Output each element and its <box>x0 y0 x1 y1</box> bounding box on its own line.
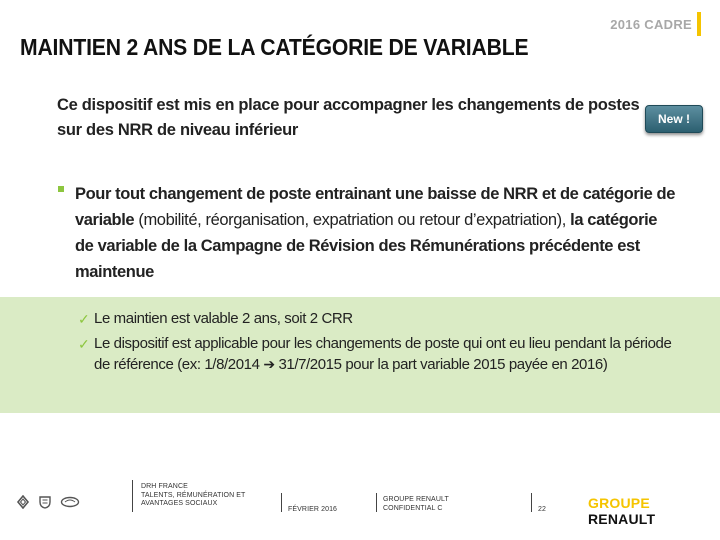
square-bullet-icon <box>58 186 64 192</box>
footer-date: FÉVRIER 2016 <box>288 506 338 513</box>
main-bullet <box>58 181 678 285</box>
footer-separator <box>376 493 377 512</box>
footer-company: GROUPE RENAULT <box>383 496 449 503</box>
footer-separator <box>531 493 532 512</box>
right-arrow-icon: ➔ <box>263 356 275 372</box>
bullet-regular-part: (mobilité, réorganisation, expatriation ou retour d’expatriation), <box>134 211 571 229</box>
check-item-2 <box>78 334 688 376</box>
footer-department-line2: TALENTS, RÉMUNÉRATION ET <box>141 491 246 499</box>
footer-department <box>141 483 245 509</box>
check-list <box>78 309 688 380</box>
slide-title: MAINTIEN 2 ANS DE LA CATÉGORIE DE VARIABLE <box>20 34 529 60</box>
dacia-shield-icon <box>38 495 52 509</box>
check-item-1 <box>78 309 688 330</box>
brand-renault: RENAULT <box>588 511 656 527</box>
footer-department-line1: DRH FRANCE <box>141 483 188 490</box>
footer-separator <box>281 493 282 512</box>
check-item-1-text: Le maintien est valable 2 ans, soit 2 CRR <box>94 310 353 327</box>
checkmark-icon: ✓ <box>78 311 90 327</box>
checkmark-icon: ✓ <box>78 335 90 352</box>
check-item-2-text-after: 31/7/2015 pour la part variable 2015 payée en 2016) <box>274 356 608 373</box>
page-number: 22 <box>538 506 546 513</box>
check-item-2-text-before: Le dispositif est applicable pour les changements de poste qui ont eu lieu pendant la période de référence (ex: 1/8/2014 <box>94 334 672 373</box>
footer-classification: CONFIDENTIAL C <box>383 504 443 512</box>
footer-confidentiality <box>383 496 449 513</box>
main-bullet-text <box>75 181 678 285</box>
slide-tag: 2016 CADRE <box>610 17 692 32</box>
footer-separator <box>132 480 133 512</box>
groupe-renault-logo <box>588 495 720 527</box>
tag-accent-bar <box>697 12 701 36</box>
brand-groupe: GROUPE <box>588 495 650 511</box>
footer-department-line3: AVANTAGES SOCIAUX <box>141 500 218 507</box>
new-button[interactable]: New ! <box>645 105 703 133</box>
intro-text: Ce dispositif est mis en place pour accompagner les changements de postes sur des NRR de niveau inférieur <box>57 96 640 139</box>
renault-diamond-icon <box>16 495 30 509</box>
samsung-motors-icon <box>60 495 80 509</box>
bullet-bold-part1: Pour tout changement de poste entrainant une baisse de NRR et de catégorie de variable <box>75 185 675 229</box>
bullet-bold-part2: la catégorie de variable de la Campagne de Révision des Rémunérations précédente est maintenue <box>75 211 658 281</box>
